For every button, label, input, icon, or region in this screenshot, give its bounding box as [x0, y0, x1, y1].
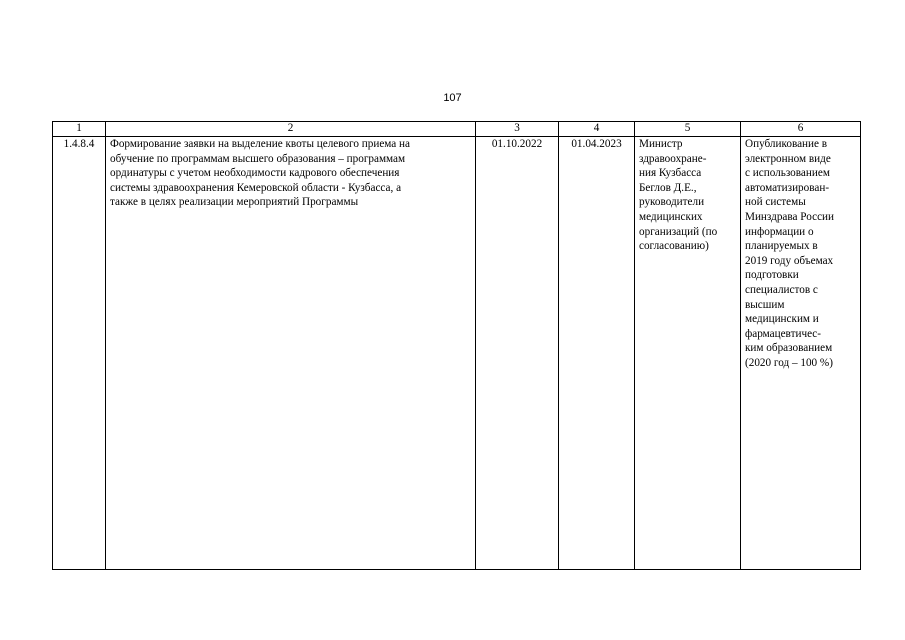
result-line: подготовки — [745, 269, 799, 282]
header-col-6: 6 — [741, 122, 861, 137]
responsible-line: ния Кузбасса — [639, 167, 702, 180]
result-line: информации о — [745, 225, 814, 238]
responsible-line: здравоохране- — [639, 152, 707, 165]
page-number: 107 — [443, 92, 462, 104]
responsible-line: медицинских — [639, 210, 703, 223]
item-description — [106, 137, 476, 570]
responsible-party — [635, 137, 741, 570]
header-col-3: 3 — [476, 122, 559, 137]
result-line: с использованием — [745, 167, 830, 180]
result-line: 2019 году объемах — [745, 254, 834, 267]
header-col-5: 5 — [635, 122, 741, 137]
result-line: автоматизирован- — [745, 181, 830, 194]
result-line: электронном виде — [745, 152, 831, 165]
description-line: системы здравоохранения Кемеровской области - Кузбасса, а — [110, 181, 402, 194]
table-row — [53, 137, 861, 570]
result-line: высшим — [745, 298, 785, 311]
description-line: обучение по программам высшего образования – программам — [110, 152, 406, 165]
description-line: также в целях реализации мероприятий Программы — [110, 196, 359, 209]
responsible-line: Министр — [639, 138, 683, 150]
end-date: 01.04.2023 — [559, 137, 635, 570]
result-line: Опубликование в — [745, 138, 828, 150]
result-line: медицинским и — [745, 313, 819, 326]
responsible-line: Беглов Д.Е., — [639, 181, 697, 194]
result-line: (2020 год – 100 %) — [745, 356, 833, 369]
plan-table — [52, 121, 861, 570]
responsible-line: организаций (по — [639, 225, 718, 238]
header-col-2: 2 — [106, 122, 476, 137]
result-line: фармацевтичес- — [745, 327, 822, 340]
description-line: Формирование заявки на выделение квоты целевого приема на — [110, 138, 411, 150]
result-line: специалистов с — [745, 283, 818, 296]
header-row — [53, 122, 861, 137]
item-code: 1.4.8.4 — [53, 137, 106, 570]
result-line: ной системы — [745, 196, 806, 209]
responsible-line: руководители — [639, 196, 705, 209]
responsible-line: согласованию) — [639, 240, 709, 253]
description-line: ординатуры с учетом необходимости кадрового обеспечения — [110, 167, 400, 180]
result-line: ким образованием — [745, 342, 833, 355]
result-line: планируемых в — [745, 240, 818, 253]
start-date: 01.10.2022 — [476, 137, 559, 570]
expected-result — [741, 137, 861, 570]
header-col-4: 4 — [559, 122, 635, 137]
result-line: Минздрава России — [745, 210, 835, 223]
header-col-1: 1 — [53, 122, 106, 137]
